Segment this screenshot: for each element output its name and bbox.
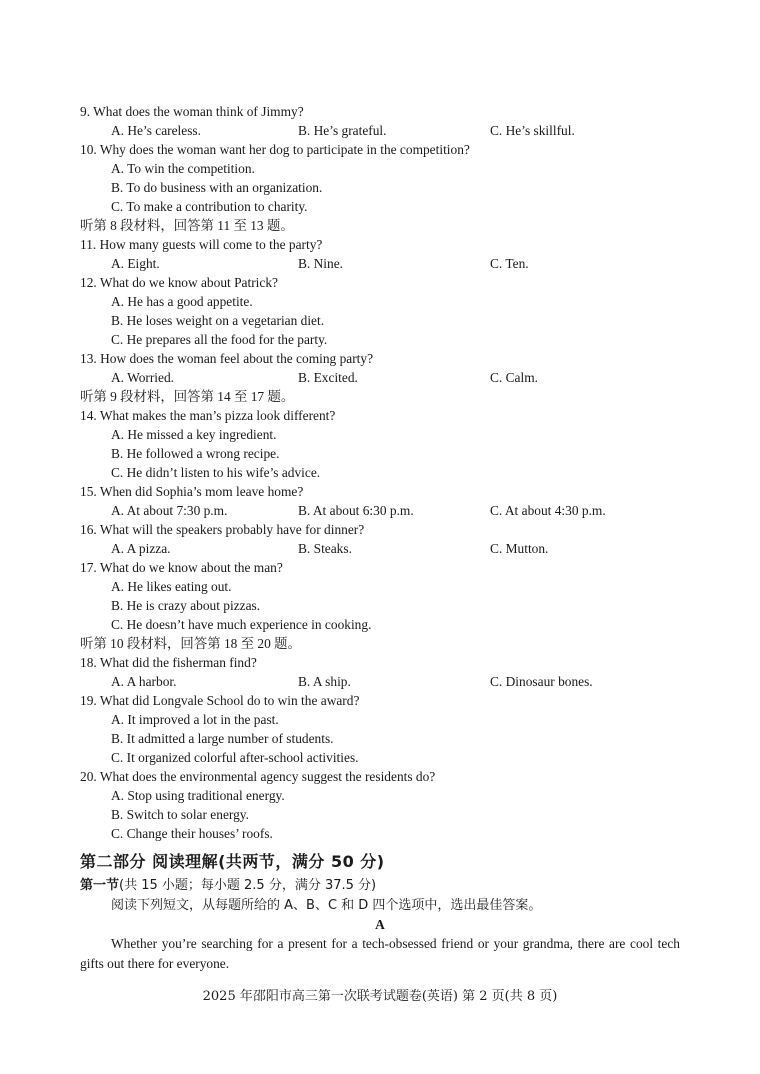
instruction-passage-8: 听第 8 段材料，回答第 11 至 13 题。: [80, 218, 294, 233]
answer-option: C. He’s skillful.: [490, 123, 575, 138]
answer-option: B. He loses weight on a vegetarian diet.: [111, 313, 325, 328]
page-content: [80, 102, 680, 974]
question-stem: 10. Why does the woman want her dog to participate in the competition?: [80, 142, 470, 157]
question-stem: 14. What makes the man’s pizza look different?: [80, 408, 336, 423]
question-stem: 13. How does the woman feel about the coming party?: [80, 351, 374, 366]
option-row: [80, 501, 680, 520]
answer-option: C. It organized colorful after-school activities.: [111, 750, 359, 765]
question-group-14-17: [80, 406, 680, 634]
answer-option: C. To make a contribution to charity.: [111, 199, 308, 214]
answer-option: C. He didn’t listen to his wife’s advice.: [111, 465, 321, 480]
section-one-heading: [80, 875, 680, 896]
answer-option: A. Stop using traditional energy.: [111, 788, 285, 803]
answer-option: A. A harbor.: [111, 674, 177, 689]
answer-option: B. He’s grateful.: [298, 123, 387, 138]
answer-option: A. Worried.: [111, 370, 175, 385]
question-stem: 9. What does the woman think of Jimmy?: [80, 104, 304, 119]
option-row: [80, 672, 680, 691]
instruction-passage-9: 听第 9 段材料，回答第 14 至 17 题。: [80, 389, 295, 404]
question-stem: 19. What did Longvale School do to win the award?: [80, 693, 360, 708]
answer-option: A. At about 7:30 p.m.: [111, 503, 228, 518]
page-footer: 2025 年邵阳市高三第一次联考试题卷(英语) 第 2 页(共 8 页): [202, 989, 558, 1004]
option-row: [80, 368, 680, 387]
answer-option: C. At about 4:30 p.m.: [490, 503, 606, 518]
answer-option: C. Change their houses’ roofs.: [111, 826, 273, 841]
answer-option: C. Ten.: [490, 256, 529, 271]
answer-option: A. He likes eating out.: [111, 579, 232, 594]
answer-option: B. Nine.: [298, 256, 344, 271]
answer-option: B. Excited.: [298, 370, 358, 385]
question-stem: 12. What do we know about Patrick?: [80, 275, 278, 290]
part-two-title: 第二部分 阅读理解(共两节，满分 50 分): [80, 852, 385, 871]
option-row: [80, 121, 680, 140]
answer-option: C. Calm.: [490, 370, 538, 385]
question-stem: 15. When did Sophia’s mom leave home?: [80, 484, 304, 499]
question-group-11-13: [80, 235, 680, 387]
answer-option: A. He missed a key ingredient.: [111, 427, 277, 442]
passage-paragraph: Whether you’re searching for a present for a tech-obsessed friend or your grandma, there are cool tech gifts out there for everyone.: [80, 936, 680, 971]
answer-option: A. He has a good appetite.: [111, 294, 253, 309]
section-one-detail: (共 15 小题；每小题 2.5 分，满分 37.5 分): [119, 878, 377, 893]
answer-option: B. Switch to solar energy.: [111, 807, 249, 822]
question-stem: 18. What did the fisherman find?: [80, 655, 257, 670]
question-stem: 17. What do we know about the man?: [80, 560, 283, 575]
answer-option: A. To win the competition.: [111, 161, 255, 176]
answer-option: A. He’s careless.: [111, 123, 201, 138]
question-stem: 11. How many guests will come to the party?: [80, 237, 323, 252]
answer-option: C. He prepares all the food for the party.: [111, 332, 328, 347]
option-row: [80, 539, 680, 558]
answer-option: A. It improved a lot in the past.: [111, 712, 279, 727]
question-group-18-20: [80, 653, 680, 843]
answer-option: C. Mutton.: [490, 541, 549, 556]
question-stem: 20. What does the environmental agency suggest the residents do?: [80, 769, 436, 784]
answer-option: C. He doesn’t have much experience in cooking.: [111, 617, 372, 632]
reading-directions: 阅读下列短文，从每题所给的 A、B、C 和 D 四个选项中，选出最佳答案。: [111, 898, 542, 913]
answer-option: A. Eight.: [111, 256, 160, 271]
answer-option: C. Dinosaur bones.: [490, 674, 593, 689]
question-stem: 16. What will the speakers probably have for dinner?: [80, 522, 365, 537]
answer-option: B. Steaks.: [298, 541, 352, 556]
answer-option: B. To do business with an organization.: [111, 180, 323, 195]
answer-option: B. At about 6:30 p.m.: [298, 503, 414, 518]
section-one-title: 第一节: [80, 878, 120, 893]
answer-option: B. It admitted a large number of students.: [111, 731, 334, 746]
answer-option: B. He is crazy about pizzas.: [111, 598, 261, 613]
instruction-passage-10: 听第 10 段材料，回答第 18 至 20 题。: [80, 636, 301, 651]
answer-option: A. A pizza.: [111, 541, 171, 556]
answer-option: B. He followed a wrong recipe.: [111, 446, 280, 461]
question-group-9-10: [80, 102, 680, 216]
passage-label: A: [375, 917, 385, 932]
answer-option: B. A ship.: [298, 674, 351, 689]
option-row: [80, 254, 680, 273]
